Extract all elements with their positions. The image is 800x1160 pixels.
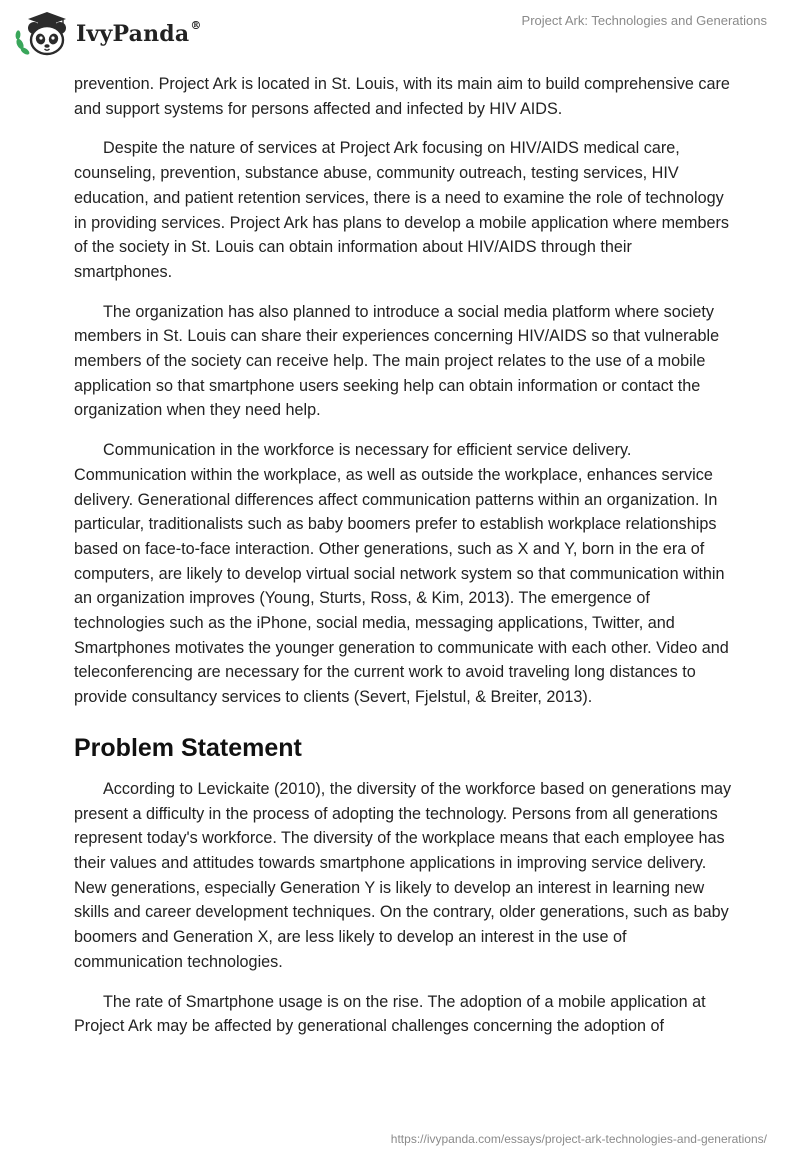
page-header	[0, 0, 800, 72]
source-url: https://ivypanda.com/essays/project-ark-technologies-and-generations/	[390, 1132, 767, 1146]
article-paragraph: prevention. Project Ark is located in St. Louis, with its main aim to build comprehensive care and support systems for persons affected and infected by HIV AIDS.	[74, 75, 730, 118]
ivypanda-logo-link[interactable]	[14, 8, 202, 58]
section-heading: Problem Statement	[74, 733, 302, 762]
article-paragraph: Communication in the workforce is necessary for efficient service delivery. Communication within the workplace, as well as outside the workplace, enhances service delivery. Generational differences affect communication patterns within an organization. In particular, traditionalists such as baby boomers prefer to establish workplace relationships based on face-to-face interaction. Other generations, such as X and Y, born in the era of computers, are likely to develop virtual social network system so that communication within an organization improves (Young, Sturts, Ross, & Kim, 2013). The emergence of technologies such as the iPhone, social media, messaging applications, Twitter, and Smartphones motivates the younger generation to communicate with each other. Video and teleconferencing are necessary for the current work to avoid traveling long distances to provide consultancy services to clients (Severt, Fjelstul, & Breiter, 2013).	[74, 441, 729, 707]
document-title: Project Ark: Technologies and Generations	[521, 13, 767, 28]
brand-name	[76, 18, 202, 47]
brand-name-text: IvyPanda	[76, 21, 190, 47]
article-body	[74, 72, 734, 1054]
article-paragraph: The rate of Smartphone usage is on the rise. The adoption of a mobile application at Project Ark may be affected by generational challenges concerning the adoption of	[74, 992, 706, 1036]
article-paragraph: According to Levickaite (2010), the diversity of the workforce based on generations may present a difficulty in the process of adopting the technology. Persons from all generations represent today's workforce. The diversity of the workplace means that each employee has their values and attitudes towards smartphone applications in improving service delivery. New generations, especially Generation Y is likely to develop an interest in learning new skills and career development techniques. On the contrary, older generations, such as baby boomers and Generation X, are less likely to develop an interest in the use of communication technologies.	[74, 779, 732, 971]
article-paragraph: Despite the nature of services at Project Ark focusing on HIV/AIDS medical care, counseling, prevention, substance abuse, community outreach, testing services, HIV education, and patient retention services, there is a need to examine the role of technology in providing services. Project Ark has plans to develop a mobile application where members of the society in St. Louis can obtain information about HIV/AIDS through their smartphones.	[74, 139, 730, 281]
registered-mark: ®	[190, 18, 202, 32]
panda-graduation-cap-icon	[14, 8, 74, 58]
article-paragraph: The organization has also planned to introduce a social media platform where society members in St. Louis can share their experiences concerning HIV/AIDS so that vulnerable members of the society can receive help. The main project relates to the use of a mobile application so that smartphone users seeking help can obtain information or contact the organization when they need help.	[74, 302, 720, 420]
